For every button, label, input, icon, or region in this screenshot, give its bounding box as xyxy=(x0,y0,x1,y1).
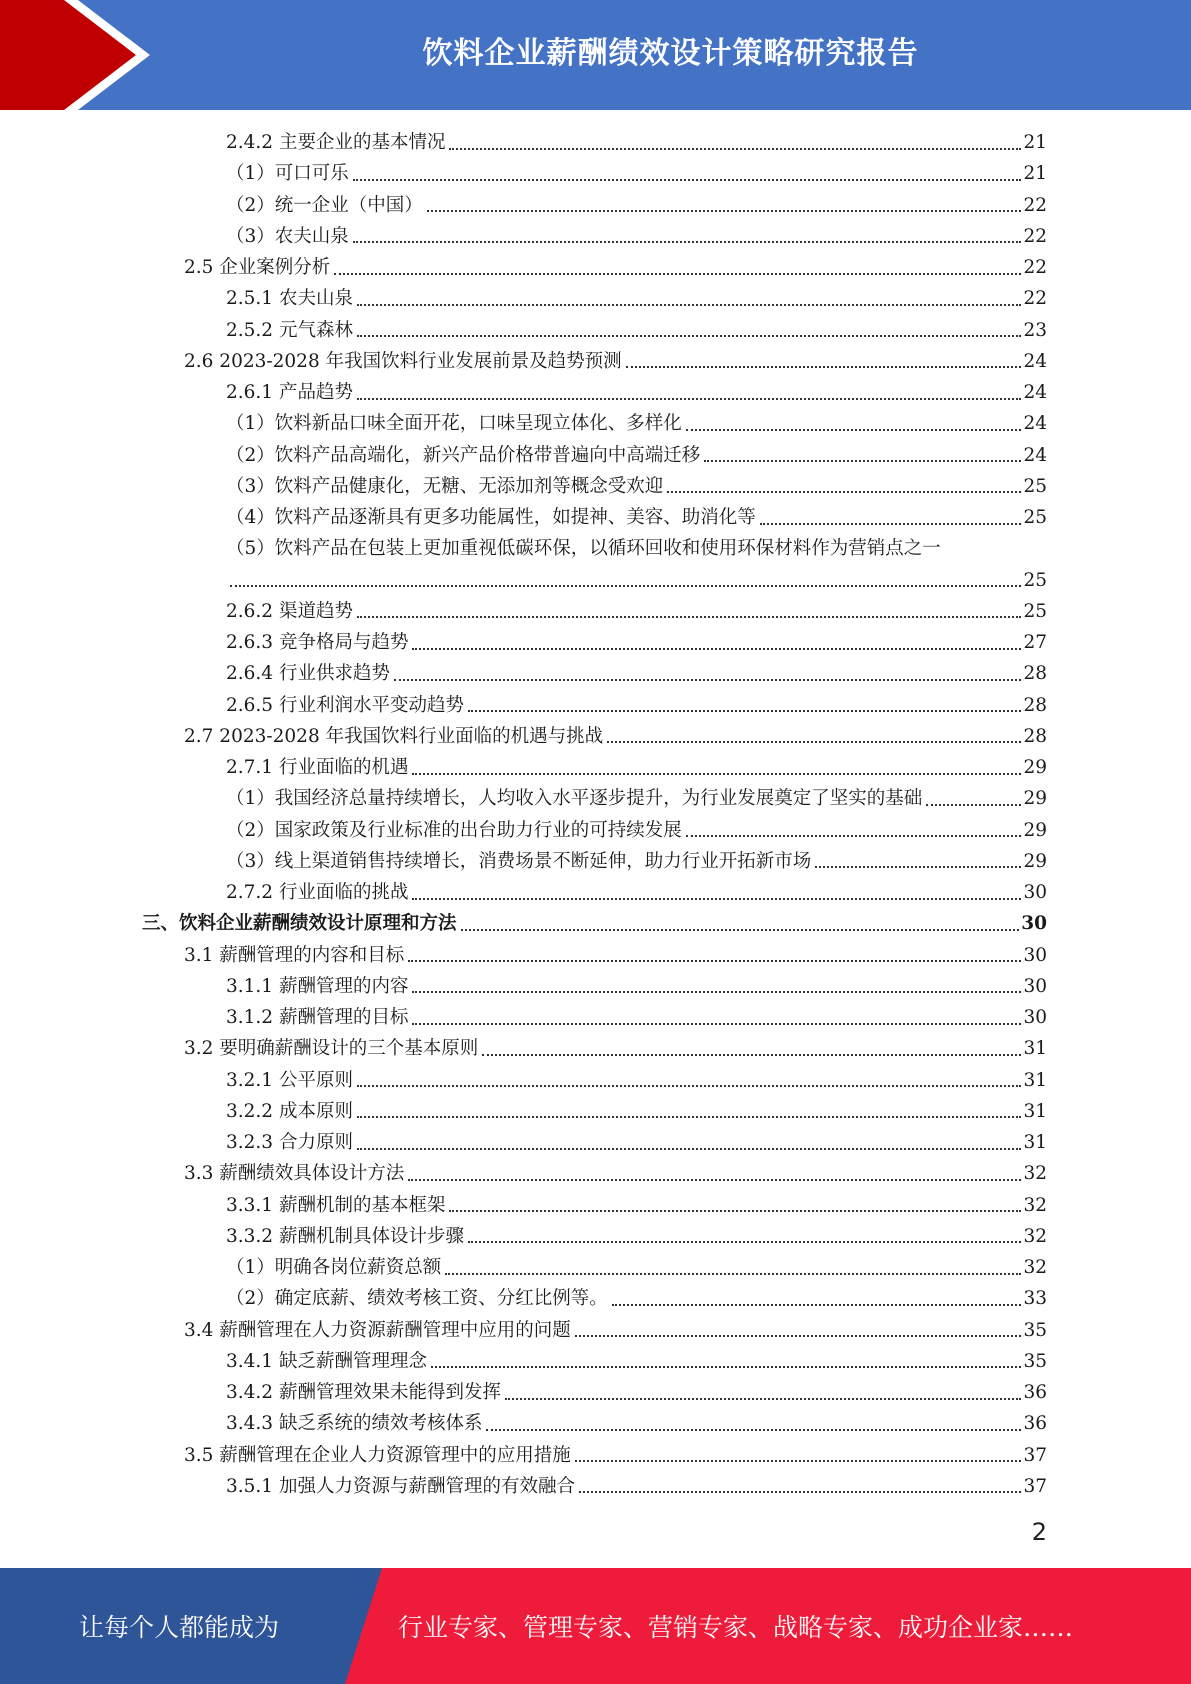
toc-entry-page: 29 xyxy=(1023,819,1047,841)
footer-slogan-right: 行业专家、管理专家、营销专家、战略专家、成功企业家…… xyxy=(398,1613,1074,1642)
toc-dot-leader xyxy=(357,335,1022,337)
toc-entry[interactable] xyxy=(0,658,1191,689)
page-footer xyxy=(0,1568,1191,1684)
toc-entry-title: （2）确定底薪、绩效考核工资、分红比例等。 xyxy=(226,1288,608,1310)
report-title: 饮料企业薪酬绩效设计策略研究报告 xyxy=(422,36,919,71)
toc-entry-page: 25 xyxy=(1023,475,1047,497)
toc-entry[interactable] xyxy=(0,252,1191,283)
table-of-contents xyxy=(0,127,1191,1502)
toc-entry[interactable] xyxy=(0,315,1191,346)
toc-entry-page: 22 xyxy=(1023,194,1047,216)
toc-entry-page: 32 xyxy=(1023,1225,1047,1247)
toc-dot-leader xyxy=(408,960,1021,962)
page-header xyxy=(0,0,1191,110)
toc-entry-page: 22 xyxy=(1023,288,1047,310)
toc-entry-page: 24 xyxy=(1023,350,1047,372)
toc-entry[interactable] xyxy=(0,971,1191,1002)
toc-entry-title: 3.5 薪酬管理在企业人力资源管理中的应用措施 xyxy=(184,1444,571,1466)
toc-dot-leader xyxy=(612,1304,1022,1306)
toc-entry-title: （1）我国经济总量持续增长，人均收入水平逐步提升，为行业发展奠定了坚实的基础 xyxy=(226,788,923,810)
toc-dot-leader xyxy=(408,1179,1021,1181)
toc-dot-leader xyxy=(412,1023,1021,1025)
toc-entry[interactable] xyxy=(0,627,1191,658)
toc-entry-page: 35 xyxy=(1023,1319,1047,1341)
toc-dot-leader xyxy=(575,1335,1022,1337)
toc-entry-page: 25 xyxy=(1023,569,1047,591)
toc-entry[interactable] xyxy=(0,1065,1191,1096)
toc-entry-page: 22 xyxy=(1023,257,1047,278)
toc-entry-page: 32 xyxy=(1023,1163,1047,1185)
header-chevron-decoration xyxy=(0,0,160,110)
toc-dot-leader xyxy=(412,898,1021,900)
toc-entry-title: 2.7.2 行业面临的挑战 xyxy=(226,882,409,903)
toc-entry-title: （1）可口可乐 xyxy=(226,163,349,185)
toc-entry-page: 21 xyxy=(1023,132,1047,153)
toc-entry-title: （2）国家政策及行业标准的出台助力行业的可持续发展 xyxy=(226,819,682,841)
toc-entry[interactable] xyxy=(0,127,1191,158)
toc-entry[interactable] xyxy=(0,565,1191,596)
toc-entry-page: 32 xyxy=(1023,1257,1047,1278)
toc-entry[interactable] xyxy=(0,190,1191,221)
toc-entry-title: 2.6.5 行业利润水平变动趋势 xyxy=(226,694,464,716)
toc-entry[interactable] xyxy=(0,1408,1191,1439)
toc-dot-leader xyxy=(357,304,1022,306)
toc-entry-title: （4）饮料产品逐渐具有更多功能属性，如提神、美容、助消化等 xyxy=(226,507,756,528)
toc-entry-page: 30 xyxy=(1023,975,1047,997)
toc-entry[interactable] xyxy=(0,783,1191,814)
toc-entry-page: 33 xyxy=(1023,1288,1047,1310)
toc-entry[interactable] xyxy=(0,471,1191,502)
toc-entry-page: 30 xyxy=(1021,913,1047,935)
toc-entry-title: 3.4.3 缺乏系统的绩效考核体系 xyxy=(226,1413,483,1435)
toc-entry-title: 3.1.1 薪酬管理的内容 xyxy=(226,975,409,997)
toc-dot-leader xyxy=(686,429,1022,431)
toc-entry-page: 24 xyxy=(1023,444,1047,466)
toc-entry-page: 30 xyxy=(1023,882,1047,903)
toc-entry-title: 2.6.3 竞争格局与趋势 xyxy=(226,632,409,653)
toc-entry[interactable] xyxy=(0,1002,1191,1033)
toc-dot-leader xyxy=(445,1273,1021,1275)
toc-entry-page: 31 xyxy=(1023,1100,1047,1122)
toc-entry-title: （2）统一企业（中国） xyxy=(226,194,423,216)
toc-entry-page: 37 xyxy=(1023,1475,1047,1497)
toc-entry-title: 2.7.1 行业面临的机遇 xyxy=(226,757,409,778)
toc-entry[interactable] xyxy=(0,1283,1191,1314)
toc-entry-title: 2.6 2023-2028 年我国饮料行业发展前景及趋势预测 xyxy=(184,350,622,372)
toc-dot-leader xyxy=(607,741,1021,743)
toc-entry-page: 27 xyxy=(1023,632,1047,653)
toc-dot-leader xyxy=(815,866,1021,868)
toc-entry-title: 2.4.2 主要企业的基本情况 xyxy=(226,132,446,153)
toc-dot-leader xyxy=(449,148,1021,150)
toc-entry[interactable] xyxy=(0,1471,1191,1502)
toc-entry[interactable] xyxy=(0,690,1191,721)
toc-dot-leader xyxy=(760,523,1022,525)
toc-entry-title: （1）明确各岗位薪资总额 xyxy=(226,1257,442,1278)
toc-entry-title: 2.7 2023-2028 年我国饮料行业面临的机遇与挑战 xyxy=(184,725,604,747)
toc-entry-page: 31 xyxy=(1023,1038,1047,1060)
toc-entry-page: 25 xyxy=(1023,600,1047,622)
toc-dot-leader xyxy=(357,398,1022,400)
toc-dot-leader xyxy=(482,1054,1021,1056)
toc-entry[interactable] xyxy=(0,1346,1191,1377)
toc-entry[interactable] xyxy=(0,221,1191,252)
toc-dot-leader xyxy=(667,491,1021,493)
toc-entry[interactable] xyxy=(0,1252,1191,1283)
toc-entry-page: 28 xyxy=(1023,725,1047,747)
toc-entry[interactable] xyxy=(0,815,1191,846)
toc-entry-page: 28 xyxy=(1023,663,1047,685)
toc-entry-title: 3.5.1 加强人力资源与薪酬管理的有效融合 xyxy=(226,1475,575,1497)
toc-entry-title: 2.5.2 元气森林 xyxy=(226,319,353,341)
toc-dot-leader xyxy=(579,1491,1021,1493)
toc-entry[interactable] xyxy=(0,877,1191,908)
toc-dot-leader xyxy=(626,366,1022,368)
toc-entry[interactable] xyxy=(0,908,1191,939)
toc-entry[interactable] xyxy=(0,596,1191,627)
toc-entry[interactable] xyxy=(0,502,1191,533)
toc-dot-leader xyxy=(357,616,1022,618)
toc-entry-title: 3.2.1 公平原则 xyxy=(226,1069,353,1091)
toc-dot-leader xyxy=(334,273,1021,275)
toc-entry-title: 2.5 企业案例分析 xyxy=(184,257,331,278)
toc-entry-page: 22 xyxy=(1023,225,1047,247)
toc-entry-title: 3.2.3 合力原则 xyxy=(226,1132,353,1153)
toc-entry-page: 35 xyxy=(1023,1350,1047,1372)
toc-entry-page: 36 xyxy=(1023,1382,1047,1403)
toc-dot-leader xyxy=(357,1085,1022,1087)
toc-entry-title: 2.6.1 产品趋势 xyxy=(226,382,353,403)
toc-entry-title: 3.1.2 薪酬管理的目标 xyxy=(226,1007,409,1028)
toc-dot-leader xyxy=(704,460,1021,462)
toc-entry[interactable] xyxy=(0,440,1191,471)
toc-entry-title: 3.2 要明确薪酬设计的三个基本原则 xyxy=(184,1038,479,1060)
toc-entry-page: 29 xyxy=(1023,788,1047,810)
toc-entry-title: （2）饮料产品高端化，新兴产品价格带普遍向中高端迁移 xyxy=(226,444,701,466)
toc-entry-title: 三、饮料企业薪酬绩效设计原理和方法 xyxy=(142,913,457,935)
toc-entry-page: 30 xyxy=(1023,1007,1047,1028)
toc-dot-leader xyxy=(357,1148,1022,1150)
toc-dot-leader xyxy=(486,1429,1021,1431)
toc-entry[interactable] xyxy=(0,1158,1191,1189)
toc-dot-leader xyxy=(431,1366,1021,1368)
toc-entry[interactable] xyxy=(0,752,1191,783)
toc-entry-title: 3.3 薪酬绩效具体设计方法 xyxy=(184,1163,405,1185)
toc-entry-title: 2.6.4 行业供求趋势 xyxy=(226,663,390,685)
toc-entry-page: 29 xyxy=(1023,757,1047,778)
toc-dot-leader xyxy=(468,1241,1021,1243)
toc-entry-title: （3）线上渠道销售持续增长，消费场景不断延伸，助力行业开拓新市场 xyxy=(226,850,812,872)
toc-entry[interactable] xyxy=(0,846,1191,877)
toc-dot-leader xyxy=(449,1210,1021,1212)
footer-slogan-left: 让每个人都能成为 xyxy=(78,1613,279,1642)
toc-dot-leader xyxy=(926,804,1021,806)
toc-entry[interactable] xyxy=(0,1315,1191,1346)
toc-dot-leader xyxy=(505,1398,1021,1400)
toc-entry-title: 3.4.1 缺乏薪酬管理理念 xyxy=(226,1350,427,1372)
toc-entry[interactable] xyxy=(0,940,1191,971)
toc-entry-page: 30 xyxy=(1023,944,1047,966)
toc-dot-leader xyxy=(412,991,1021,993)
toc-entry-page: 25 xyxy=(1023,507,1047,528)
toc-entry-title: 3.4.2 薪酬管理效果未能得到发挥 xyxy=(226,1382,501,1403)
toc-dot-leader xyxy=(427,210,1022,212)
toc-entry-title: 2.6.2 渠道趋势 xyxy=(226,600,353,622)
toc-entry-page: 23 xyxy=(1023,319,1047,341)
toc-dot-leader xyxy=(412,648,1021,650)
toc-entry[interactable] xyxy=(0,1190,1191,1221)
toc-entry-page: 29 xyxy=(1023,850,1047,872)
toc-entry-page: 36 xyxy=(1023,1413,1047,1435)
toc-entry-title: 3.2.2 成本原则 xyxy=(226,1100,353,1122)
toc-entry[interactable] xyxy=(0,1127,1191,1158)
toc-entry-title: 3.1 薪酬管理的内容和目标 xyxy=(184,944,405,966)
toc-entry-page: 28 xyxy=(1023,694,1047,716)
toc-entry[interactable] xyxy=(0,1096,1191,1127)
toc-entry-title: 3.4 薪酬管理在人力资源薪酬管理中应用的问题 xyxy=(184,1319,571,1341)
toc-dot-leader xyxy=(468,710,1021,712)
toc-dot-leader xyxy=(353,241,1022,243)
toc-entry-title: 3.3.2 薪酬机制具体设计步骤 xyxy=(226,1225,464,1247)
toc-entry[interactable] xyxy=(0,1440,1191,1471)
toc-entry[interactable] xyxy=(0,377,1191,408)
toc-entry-title: （3）农夫山泉 xyxy=(226,225,349,247)
toc-dot-leader xyxy=(357,1116,1022,1118)
toc-entry-page: 31 xyxy=(1023,1069,1047,1091)
page-number: 2 xyxy=(1031,1518,1047,1546)
toc-entry-title: 2.5.1 农夫山泉 xyxy=(226,288,353,310)
toc-dot-leader xyxy=(230,585,1021,587)
toc-entry[interactable] xyxy=(0,346,1191,377)
toc-dot-leader xyxy=(575,1460,1022,1462)
toc-entry-page: 24 xyxy=(1023,382,1047,403)
toc-entry-title: （1）饮料新品口味全面开花，口味呈现立体化、多样化 xyxy=(226,413,682,435)
toc-entry-page: 37 xyxy=(1023,1444,1047,1466)
toc-entry[interactable] xyxy=(0,158,1191,189)
toc-entry-page: 24 xyxy=(1023,413,1047,435)
toc-entry-title: （5）饮料产品在包装上更加重视低碳环保，以循环回收和使用环保材料作为营销点之一 xyxy=(226,538,941,560)
toc-entry[interactable] xyxy=(0,533,1191,564)
toc-dot-leader xyxy=(412,773,1021,775)
toc-entry[interactable] xyxy=(0,1033,1191,1064)
toc-entry[interactable] xyxy=(0,721,1191,752)
toc-dot-leader xyxy=(394,679,1021,681)
toc-dot-leader xyxy=(461,929,1020,931)
toc-dot-leader xyxy=(353,179,1022,181)
toc-entry-title: （3）饮料产品健康化，无糖、无添加剂等概念受欢迎 xyxy=(226,475,664,497)
toc-entry-page: 32 xyxy=(1023,1194,1047,1216)
toc-entry-page: 31 xyxy=(1023,1132,1047,1153)
toc-entry[interactable] xyxy=(0,1377,1191,1408)
toc-entry-page: 21 xyxy=(1023,163,1047,185)
toc-entry[interactable] xyxy=(0,1221,1191,1252)
toc-entry[interactable] xyxy=(0,408,1191,439)
toc-entry[interactable] xyxy=(0,283,1191,314)
toc-dot-leader xyxy=(686,835,1022,837)
toc-entry-title: 3.3.1 薪酬机制的基本框架 xyxy=(226,1194,446,1216)
